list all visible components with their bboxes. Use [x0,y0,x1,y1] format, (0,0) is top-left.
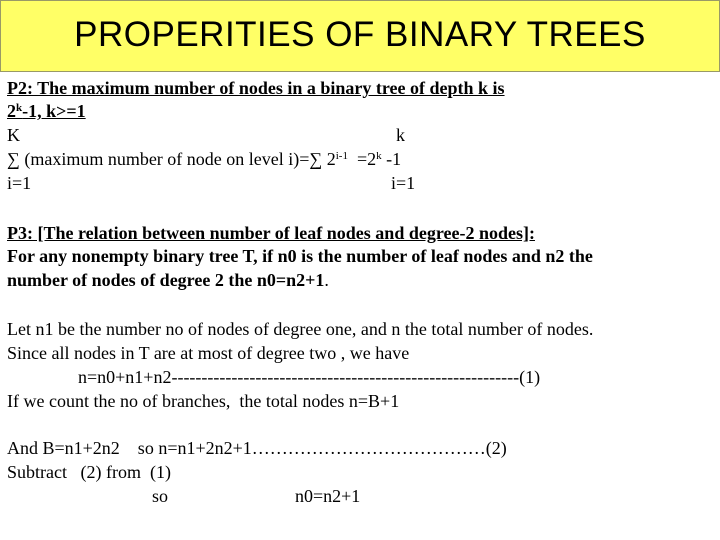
p3-heading: P3: [The relation between number of leaf nodes and degree-2 nodes]: [7,223,535,243]
sum-formula-mid: =2 [347,149,377,169]
sum-exponent-2: k [376,150,382,162]
proof-line1: Let n1 be the number no of nodes of degree one, and n the total number of nodes. [7,319,594,339]
p3-line1: For any nonempty binary tree T, if n0 is the number of leaf nodes and n2 the [7,246,593,266]
proof-line6: Subtract (2) from (1) [7,462,171,482]
sum-upper-limit-right: k [396,125,405,145]
p2-condition: -1, k>=1 [22,101,86,121]
proof-result: n0=n2+1 [295,486,361,506]
proof-line4: If we count the no of branches, the total nodes n=B+1 [7,391,400,411]
sum-upper-limit-left: K [7,125,20,145]
p2-power-exponent: k [16,102,23,114]
page-title: PROPERITIES OF BINARY TREES [74,15,646,54]
title-bar [0,0,720,72]
p2-heading-line2 [7,101,86,122]
p3-line2-bold: number of nodes of degree 2 the n0=n2+1 [7,270,325,290]
proof-equation-1: n=n0+n1+n2----------------------------------------------------------(1) [78,367,541,387]
proof-so: so [152,486,169,506]
sum-formula [7,149,401,170]
p2-heading-line1: P2: The maximum number of nodes in a binary tree of depth k is [7,78,505,98]
p3-line2 [7,270,329,291]
sum-lower-limit-right: i=1 [391,173,416,193]
p3-line2-end: . [324,270,329,290]
proof-line2: Since all nodes in T are at most of degree two , we have [7,343,410,363]
proof-equation-2: And B=n1+2n2 so n=n1+2n2+1…………………………………(2) [7,438,507,458]
sum-formula-left: ∑ (maximum number of node on level i)=∑ 2 [7,149,336,169]
sum-lower-limit-left: i=1 [7,173,32,193]
sum-formula-end: -1 [381,149,402,169]
sum-exponent-1: i-1 [335,150,348,162]
p2-power-base: 2 [7,101,16,121]
